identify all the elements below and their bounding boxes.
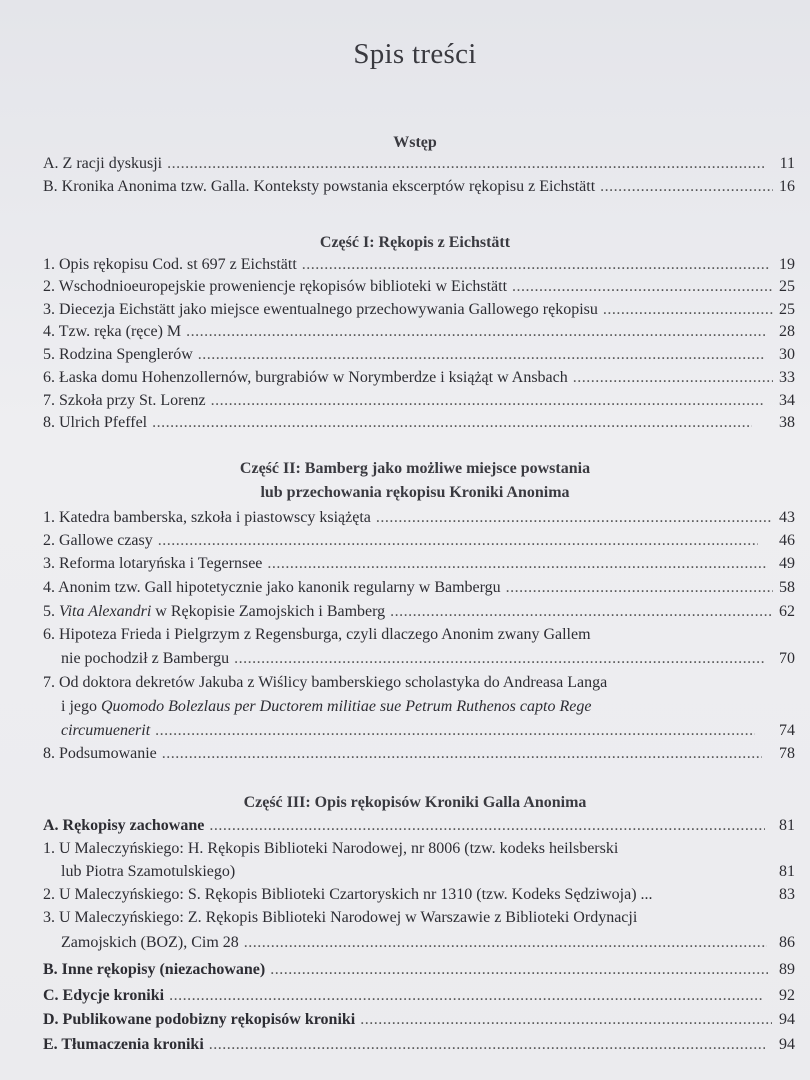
toc-entry-text: 3. Reforma lotaryńska i Tegernsee bbox=[43, 555, 263, 572]
toc-entry[interactable] bbox=[43, 985, 795, 1007]
toc-entry-text: A. Rękopisy zachowane bbox=[43, 817, 205, 834]
toc-entry-line1[interactable]: 1. U Maleczyńskiego: H. Rękopis Biblioteki Narodowej, nr 8006 (tzw. kodeks heilsberski bbox=[43, 840, 619, 857]
toc-entry[interactable] bbox=[43, 1009, 795, 1031]
toc-entry-line1[interactable]: 6. Hipoteza Frieda i Pielgrzym z Regensburga, czyli dlaczego Anonim zwany Gallem bbox=[43, 626, 591, 643]
dot-leader bbox=[167, 153, 764, 175]
toc-page-number: 43 bbox=[779, 509, 795, 526]
toc-page-number: 58 bbox=[779, 579, 795, 596]
toc-entry-text: nie pochodził z Bambergu bbox=[61, 650, 230, 667]
toc-entry[interactable] bbox=[43, 1034, 795, 1056]
toc-entry-italic-title: Vita Alexandri bbox=[59, 603, 152, 620]
toc-entry[interactable] bbox=[43, 344, 795, 366]
dot-leader bbox=[158, 530, 758, 552]
toc-entry[interactable] bbox=[43, 553, 795, 575]
dot-leader bbox=[244, 932, 767, 954]
toc-entry-text: 2. Gallowe czasy bbox=[43, 532, 153, 549]
toc-entry[interactable] bbox=[43, 367, 795, 389]
toc-entry-text: B. Kronika Anonima tzw. Galla. Konteksty powstania ekscerptów rękopisu z Eichstätt bbox=[43, 178, 596, 195]
toc-entry-text: 1. Katedra bamberska, szkoła i piastowscy książęta bbox=[43, 509, 371, 526]
toc-entry-text: 8. Podsumowanie bbox=[43, 745, 157, 762]
toc-page-number: 34 bbox=[779, 392, 795, 409]
toc-entry[interactable] bbox=[43, 321, 795, 343]
toc-page-number: 46 bbox=[779, 532, 795, 549]
toc-page-number: 19 bbox=[779, 256, 795, 273]
toc-entry[interactable] bbox=[43, 959, 795, 981]
dot-leader bbox=[198, 344, 765, 366]
toc-entry-text: A. Z racji dyskusji bbox=[43, 155, 163, 172]
toc-entry-text: 6. Łaska domu Hohenzollernów, burgrabiów w Norymberdze i książąt w Ansbach bbox=[43, 369, 568, 386]
toc-page-number: 49 bbox=[779, 555, 795, 572]
toc-page-number: 94 bbox=[779, 1011, 795, 1028]
toc-entry-text bbox=[61, 720, 150, 742]
section-heading-part2-line2: lub przechowania rękopisu Kroniki Anonima bbox=[260, 484, 570, 501]
dot-leader bbox=[186, 321, 764, 343]
toc-page-number: 16 bbox=[779, 178, 795, 195]
toc-entry[interactable] bbox=[43, 176, 795, 198]
toc-page-number: 33 bbox=[779, 369, 795, 386]
toc-entry[interactable] bbox=[61, 720, 795, 742]
dot-leader bbox=[600, 176, 773, 198]
dot-leader bbox=[152, 412, 752, 434]
toc-entry[interactable] bbox=[43, 601, 795, 623]
toc-entry-text: 2. Wschodnioeuropejskie proweniencje rękopisów biblioteki w Eichstätt bbox=[43, 278, 508, 295]
dot-leader bbox=[155, 720, 755, 742]
toc-entry[interactable] bbox=[61, 648, 795, 670]
toc-entry[interactable] bbox=[43, 815, 795, 837]
toc-entry-italic-title: Quomodo Bolezlaus per Ductorem militiae sue Petrum Ruthenos capto Rege bbox=[101, 698, 592, 715]
toc-entry[interactable] bbox=[43, 153, 795, 175]
dot-leader bbox=[573, 367, 773, 389]
dot-leader bbox=[603, 299, 773, 321]
toc-entry[interactable] bbox=[43, 412, 795, 434]
toc-page-number: 94 bbox=[779, 1036, 795, 1053]
toc-entry-text: 5. Rodzina Spenglerów bbox=[43, 346, 193, 363]
dot-leader bbox=[267, 553, 767, 575]
dot-leader bbox=[209, 815, 765, 837]
toc-page-number: 81 bbox=[779, 863, 795, 880]
toc-entry-text: lub Piotra Szamotulskiego) bbox=[61, 863, 236, 880]
toc-page-number: 92 bbox=[779, 987, 795, 1004]
toc-entry-text: i jego bbox=[61, 698, 101, 715]
toc-entry-text: 4. Tzw. ręka (ręce) M bbox=[43, 323, 182, 340]
toc-page-number: 62 bbox=[779, 603, 795, 620]
dot-leader bbox=[209, 1034, 766, 1056]
toc-page-number: 70 bbox=[779, 650, 795, 667]
dot-leader bbox=[376, 507, 772, 529]
dot-leader bbox=[390, 601, 773, 623]
toc-page-number: 25 bbox=[779, 278, 795, 295]
toc-page-number: 38 bbox=[779, 414, 795, 431]
toc-page-number: 83 bbox=[779, 886, 795, 903]
section-heading-part3: Część III: Opis rękopisów Kroniki Galla Anonima bbox=[243, 794, 587, 811]
toc-entry[interactable] bbox=[61, 932, 795, 954]
toc-entry-text: 3. Diecezja Eichstätt jako miejsce ewentualnego przechowywania Gallowego rękopisu bbox=[43, 301, 598, 318]
toc-entry-text: E. Tłumaczenia kroniki bbox=[43, 1036, 204, 1053]
dot-leader bbox=[211, 390, 766, 412]
toc-entry-number: 5. bbox=[43, 603, 59, 620]
toc-entry[interactable] bbox=[43, 577, 795, 599]
toc-page-number: 78 bbox=[779, 745, 795, 762]
toc-entry[interactable] bbox=[43, 743, 795, 765]
toc-entry-line1[interactable]: 7. Od doktora dekretów Jakuba z Wiślicy bamberskiego scholastyka do Andreasa Langa bbox=[43, 674, 608, 691]
section-heading-part2: Część II: Bamberg jako możliwe miejsce powstania bbox=[239, 460, 591, 477]
toc-entry[interactable] bbox=[43, 530, 795, 552]
toc-page-number: 25 bbox=[779, 301, 795, 318]
section-heading-part1: Część I: Rękopis z Eichstätt bbox=[319, 234, 511, 251]
toc-entry[interactable] bbox=[43, 299, 795, 321]
dot-leader bbox=[169, 985, 764, 1007]
toc-page-number: 30 bbox=[779, 346, 795, 363]
toc-page-number: 11 bbox=[779, 155, 795, 172]
toc-entry-italic-title: circumuenerit bbox=[61, 722, 151, 739]
toc-entry[interactable] bbox=[43, 507, 795, 529]
dot-leader bbox=[302, 254, 769, 276]
toc-entry-text: D. Publikowane podobizny rękopisów kroniki bbox=[43, 1011, 356, 1028]
toc-entry-line2 bbox=[61, 696, 591, 718]
toc-entry-text: C. Edycje kroniki bbox=[43, 987, 165, 1004]
toc-entry-text: 2. U Maleczyńskiego: S. Rękopis Biblioteki Czartoryskich nr 1310 (tzw. Kodeks Sędziwoja) ... bbox=[43, 886, 653, 903]
toc-entry-text: B. Inne rękopisy (niezachowane) bbox=[43, 961, 266, 978]
dot-leader bbox=[512, 276, 773, 298]
toc-entry[interactable] bbox=[61, 861, 795, 883]
toc-entry[interactable] bbox=[43, 276, 795, 298]
toc-entry-text: 7. Szkoła przy St. Lorenz bbox=[43, 392, 206, 409]
toc-entry-text: 8. Ulrich Pfeffel bbox=[43, 414, 148, 431]
dot-leader bbox=[162, 743, 762, 765]
page-title: Spis treści bbox=[353, 38, 477, 70]
dot-leader bbox=[360, 1009, 771, 1031]
dot-leader bbox=[234, 648, 766, 670]
toc-entry[interactable] bbox=[43, 254, 795, 276]
toc-page-number: 28 bbox=[779, 323, 795, 340]
toc-entry[interactable] bbox=[43, 390, 795, 412]
toc-entry-text-rest: w Rękopisie Zamojskich i Bamberg bbox=[151, 603, 386, 620]
toc-entry-text: Zamojskich (BOZ), Cim 28 bbox=[61, 934, 239, 951]
toc-entry-text: 4. Anonim tzw. Gall hipotetycznie jako kanonik regularny w Bambergu bbox=[43, 579, 501, 596]
toc-page-number: 81 bbox=[779, 817, 795, 834]
dot-leader bbox=[506, 577, 773, 599]
toc-entry[interactable] bbox=[43, 884, 795, 906]
toc-page-number: 86 bbox=[779, 934, 795, 951]
toc-page-number: 74 bbox=[779, 722, 795, 739]
dot-leader bbox=[270, 959, 768, 981]
toc-page-number: 89 bbox=[779, 961, 795, 978]
toc-entry-line1[interactable]: 3. U Maleczyńskiego: Z. Rękopis Biblioteki Narodowej w Warszawie z Biblioteki Ordynacji bbox=[43, 909, 638, 926]
section-heading-intro: Wstęp bbox=[393, 134, 437, 151]
toc-entry-text bbox=[43, 601, 385, 623]
toc-entry-text: 1. Opis rękopisu Cod. st 697 z Eichstätt bbox=[43, 256, 297, 273]
